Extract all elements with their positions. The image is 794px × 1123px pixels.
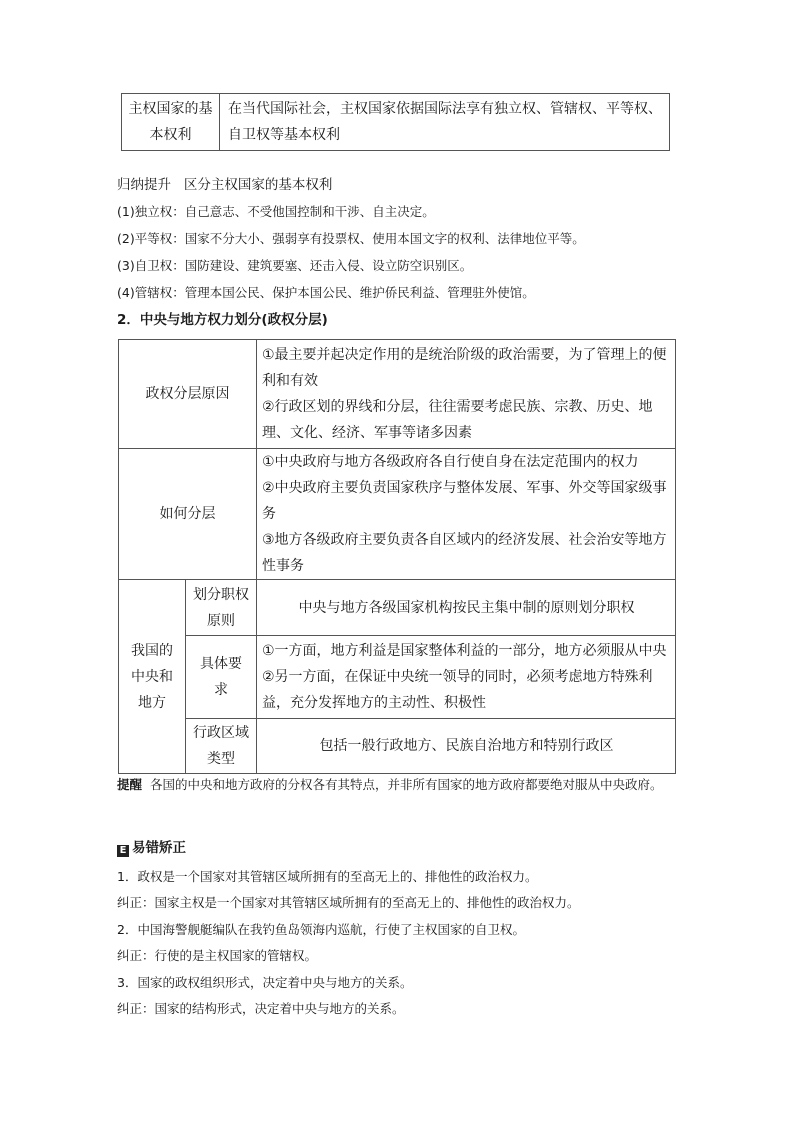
power-division-table [118, 339, 676, 774]
table2-group-cell [119, 580, 186, 774]
reminder-label: 提醒 [117, 777, 143, 792]
errata-statement: 1．政权是一个国家对其管辖区域所拥有的至高无上的、排他性的政治权力。 [117, 869, 538, 884]
errata-heading [117, 838, 186, 858]
table2-sublabel-cell [186, 580, 257, 636]
section-title: 2．中央与地方权力划分(政权分层) [117, 312, 328, 328]
summary-item: (3)自卫权：国防建设、建筑要塞、还击入侵、设立防空识别区。 [117, 258, 473, 273]
sub-label: 划分职权原则 [193, 586, 249, 629]
reminder-note [117, 772, 682, 798]
summary-heading-title: 区分主权国家的基本权利 [183, 177, 333, 193]
table1-label-cell [122, 94, 220, 151]
table2-content-cell [257, 340, 676, 449]
table2-content-cell [257, 580, 676, 636]
summary-heading-lead: 归纳提升 [117, 177, 171, 193]
table-row [119, 719, 676, 774]
table2-sublabel-cell [186, 636, 257, 719]
table2-content-cell [257, 719, 676, 774]
errata-e-icon: E [117, 845, 129, 857]
summary-item: (2)平等权：国家不分大小、强弱享有投票权、使用本国文字的权利、法律地位平等。 [117, 231, 585, 246]
list-item: ①中央政府与地方各级政府各自行使自身在法定范围内的权力 [262, 454, 639, 470]
table2-content-cell [257, 449, 676, 580]
list-item: ②中央政府主要负责国家秩序与整体发展、军事、外交等国家级事务 [262, 480, 667, 522]
table1-content-cell [220, 94, 670, 151]
table-row [119, 340, 676, 449]
list-item: ②另一方面，在保证中央统一领导的同时，必须考虑地方特殊利益，充分发挥地方的主动性、积极性 [262, 669, 653, 711]
table2-label-cell [119, 449, 257, 580]
row-label: 如何分层 [159, 506, 216, 522]
table2-content-cell [257, 636, 676, 719]
list-item: ①最主要并起决定作用的是统治阶级的政治需要，为了管理上的便利和有效 [262, 347, 667, 389]
table2-sublabel-cell [186, 719, 257, 774]
table1-content: 在当代国际社会，主权国家依据国际法享有独立权、管辖权、平等权、自卫权等基本权利 [228, 101, 662, 143]
group-label: 我国的中央和地方 [131, 642, 173, 711]
list-item: ③地方各级政府主要负责各自区域内的经济发展、社会治安等地方性事务 [262, 532, 667, 574]
summary-item: (4)管辖权：管理本国公民、保护本国公民、维护侨民利益、管理驻外使馆。 [117, 285, 535, 300]
errata-correction: 纠正：国家主权是一个国家对其管辖区域所拥有的至高无上的、排他性的政治权力。 [117, 895, 580, 910]
reminder-text: 各国的中央和地方政府的分权各有其特点，并非所有国家的地方政府都要绝对服从中央政府。 [149, 777, 663, 792]
table2-label-cell [119, 340, 257, 449]
errata-correction: 纠正：行使的是主权国家的管辖权。 [117, 948, 318, 963]
errata-statement: 3．国家的政权组织形式，决定着中央与地方的关系。 [117, 975, 413, 990]
summary-heading [117, 175, 332, 195]
sub-label: 行政区域类型 [193, 725, 249, 767]
row-label: 政权分层原因 [145, 386, 230, 402]
sub-label: 具体要求 [200, 656, 242, 698]
sub-text: 包括一般行政地方、民族自治地方和特别行政区 [319, 738, 614, 754]
list-item: ②行政区划的界线和分层，往往需要考虑民族、宗教、历史、地理、文化、经济、军事等诸多因素 [262, 399, 653, 441]
list-item: ①一方面，地方利益是国家整体利益的一部分，地方必须服从中央 [262, 643, 667, 659]
summary-item: (1)独立权：自己意志、不受他国控制和干涉、自主决定。 [117, 204, 435, 219]
errata-title: 易错矫正 [132, 840, 186, 856]
table-row [122, 94, 670, 151]
table1-label: 主权国家的基本权利 [128, 101, 213, 143]
table-row [119, 636, 676, 719]
sub-text: 中央与地方各级国家机构按民主集中制的原则划分职权 [298, 599, 635, 616]
table-row [119, 449, 676, 580]
table-row [119, 580, 676, 636]
errata-statement: 2．中国海警舰艇编队在我钓鱼岛领海内巡航，行使了主权国家的自卫权。 [117, 922, 525, 937]
errata-correction: 纠正：国家的结构形式，决定着中央与地方的关系。 [117, 1001, 405, 1016]
sovereign-rights-table [121, 93, 670, 151]
